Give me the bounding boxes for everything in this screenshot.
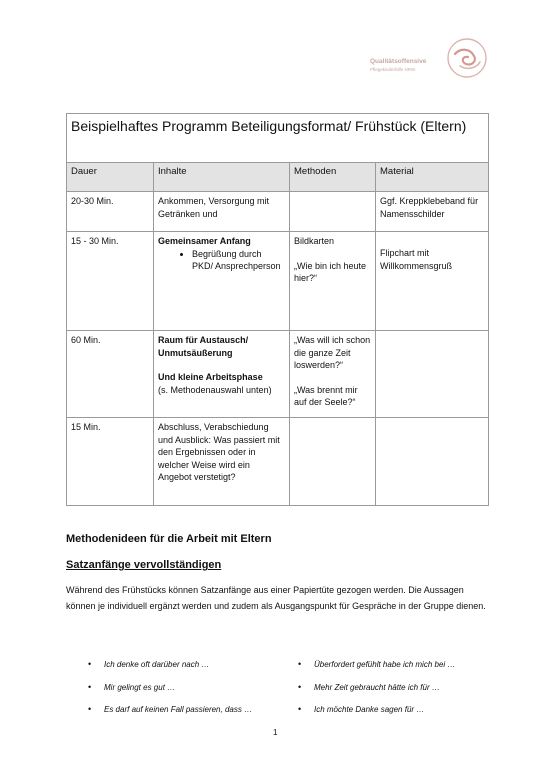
list-item: • Überfordert gefühlt habe ich mich bei … <box>298 660 455 683</box>
header-methoden: Methoden <box>290 163 376 192</box>
section-paragraph: Während des Frühstücks können Satzanfänge aus einer Papiertüte gezogen werden. Die Aussagen können je individuell ergänzt werden und zudem als Ausgangspunkt für Gespräche in der Gruppe dienen. <box>66 585 486 611</box>
cell-inhalte <box>154 331 290 418</box>
header-material: Material <box>376 163 489 192</box>
sentence-stems-left <box>88 660 252 728</box>
table-row <box>67 418 489 506</box>
cell-methoden <box>290 232 376 331</box>
cell-inhalte: Abschluss, Verabschiedung und Ausblick: Was passiert mit den Ergebnissen oder in welcher Weise wird ein Angebot verstetigt? <box>154 418 290 506</box>
section-heading: Methodenideen für die Arbeit mit Eltern <box>66 533 272 545</box>
material-text: Flipchart mit Willkommensgruß <box>380 248 453 271</box>
list-item: • Ich möchte Danke sagen für … <box>298 705 455 728</box>
cell-inhalte: Ankommen, Versorgung mit Getränken und <box>154 192 290 232</box>
list-item: • Mehr Zeit gebraucht hätte ich für … <box>298 683 455 706</box>
inhalte-heading: Gemeinsamer Anfang <box>158 236 251 246</box>
header-inhalte: Inhalte <box>154 163 290 192</box>
program-table <box>66 113 489 506</box>
methoden-text: „Wie bin ich heute hier?“ <box>294 260 367 283</box>
table-row <box>67 192 489 232</box>
list-item: • Es darf auf keinen Fall passieren, dass … <box>88 705 252 728</box>
logo-subtitle: Pflegekinderhilfe NRW <box>370 67 416 72</box>
cell-dauer: 60 Min. <box>67 331 154 418</box>
list-item: • Begrüßung durch PKD/ Ansprechperson <box>192 248 285 273</box>
cell-methoden <box>290 418 376 506</box>
inhalte-heading: Raum für Austausch/ Unmutsäußerung <box>158 335 249 358</box>
logo-title: Qualitätsoffensive <box>370 58 427 65</box>
logo <box>366 36 488 82</box>
logo-emblem-icon <box>446 36 488 80</box>
inhalte-list <box>158 248 285 273</box>
cell-material <box>376 232 489 331</box>
page-number: 1 <box>273 728 278 737</box>
cell-methoden <box>290 192 376 232</box>
table-title: Beispielhaftes Programm Beteiligungsformat/ Frühstück (Eltern) <box>67 114 489 163</box>
table-row <box>67 331 489 418</box>
table-row <box>67 232 489 331</box>
sentence-stems-right <box>298 660 455 728</box>
cell-material: Ggf. Kreppklebeband für Namensschilder <box>376 192 489 232</box>
cell-material <box>376 331 489 418</box>
list-item: • Ich denke oft darüber nach … <box>88 660 252 683</box>
list-item: • Mir gelingt es gut … <box>88 683 252 706</box>
cell-methoden <box>290 331 376 418</box>
inhalte-subheading: Und kleine Arbeitsphase <box>158 372 263 382</box>
methoden-text: „Was brennt mir auf der Seele?“ <box>294 384 358 407</box>
cell-inhalte <box>154 232 290 331</box>
inhalte-note: (s. Methodenauswahl unten) <box>158 384 272 395</box>
cell-dauer: 20-30 Min. <box>67 192 154 232</box>
table-header-row <box>67 163 489 192</box>
section-subheading: Satzanfänge vervollständigen <box>66 559 222 571</box>
cell-dauer: 15 Min. <box>67 418 154 506</box>
methoden-text: „Was will ich schon die ganze Zeit loswerden?“ <box>294 335 371 370</box>
header-dauer: Dauer <box>67 163 154 192</box>
cell-material <box>376 418 489 506</box>
methoden-text: Bildkarten <box>294 236 335 246</box>
cell-dauer: 15 - 30 Min. <box>67 232 154 331</box>
